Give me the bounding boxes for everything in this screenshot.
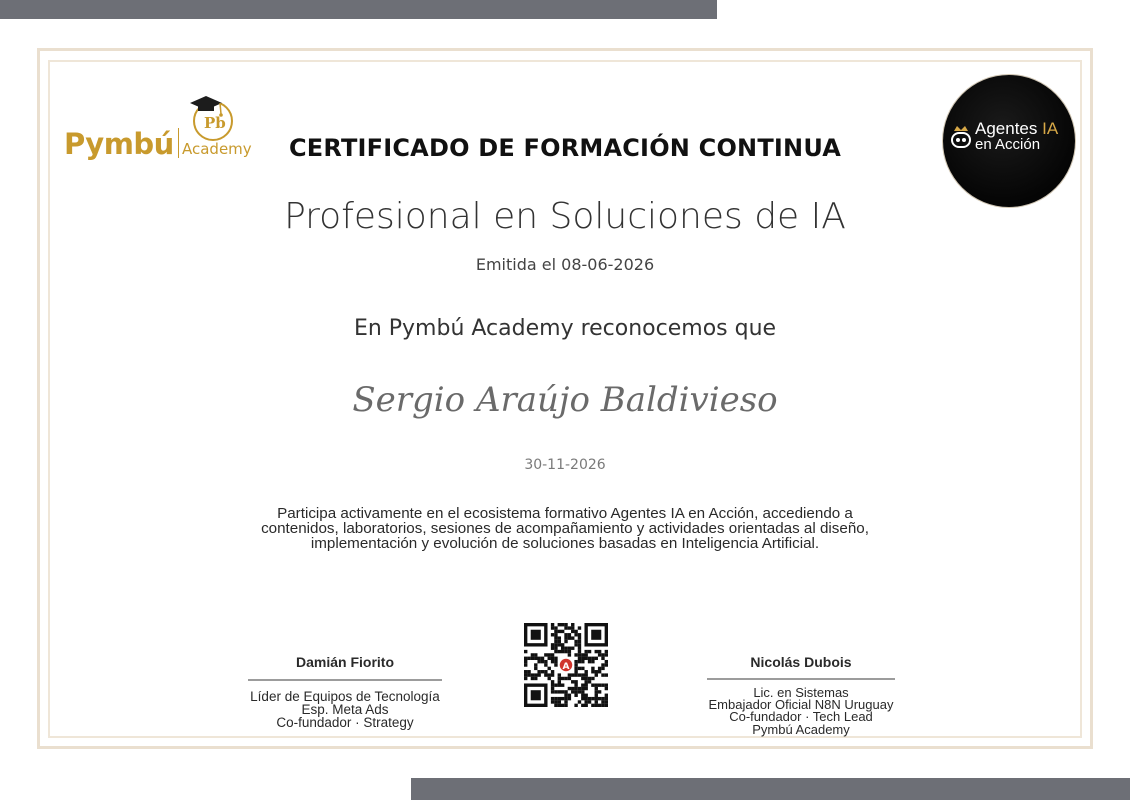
program-name: Profesional en Soluciones de IA: [284, 196, 846, 237]
completion-date: 30-11-2026: [524, 457, 606, 473]
qr-code-icon[interactable]: [524, 623, 608, 707]
agentes-text: Agentes: [975, 119, 1038, 138]
pymbu-wordmark: Pymbú: [64, 127, 174, 161]
emblem-letter-p: Pb: [204, 114, 226, 132]
academy-wordmark: Academy: [182, 140, 252, 158]
signatory-name: Damián Fiorito: [295, 654, 394, 670]
description-line: contenidos, laboratorios, sesiones de acompañamiento y actividades orientadas al diseño,: [261, 520, 869, 537]
signatory-role: Esp. Meta Ads: [301, 702, 389, 717]
signatory-role: Pymbú Academy: [752, 721, 850, 737]
description-line: implementación y evolución de soluciones basadas en Inteligencia Artificial.: [310, 535, 820, 552]
certificate-title: CERTIFICADO DE FORMACIÓN CONTINUA: [288, 134, 842, 162]
issue-date: Emitida el 08-06-2026: [475, 255, 655, 274]
signature-line: [707, 678, 895, 680]
recognition-text: En Pymbú Academy reconocemos que: [353, 316, 777, 341]
qr-center-letter: A: [562, 662, 570, 672]
recipient-name: Sergio Araújo Baldivieso: [352, 380, 778, 420]
bottom-decorative-bar: [411, 778, 1130, 800]
en-accion-text: en Acción: [975, 136, 1041, 153]
signatory-name: Nicolás Dubois: [750, 654, 852, 670]
signature-line: [248, 679, 442, 681]
signatory-role: Líder de Equipos de Tecnología: [250, 689, 440, 704]
signatory-role: Co-fundador · Strategy: [276, 715, 414, 730]
description-line: Participa activamente en el ecosistema formativo Agentes IA en Acción, accediendo a: [277, 505, 853, 522]
signature-block-left: [232, 654, 458, 729]
ia-text: IA: [1042, 119, 1059, 138]
signatory-role: Co-fundador · Tech Lead: [729, 709, 873, 725]
certificate-description: [215, 506, 915, 551]
signature-block-right: [690, 654, 912, 736]
signatory-role: Lic. en Sistemas: [753, 685, 849, 700]
signatory-role: Embajador Oficial N8N Uruguay: [708, 697, 894, 713]
top-decorative-bar: [0, 0, 717, 19]
